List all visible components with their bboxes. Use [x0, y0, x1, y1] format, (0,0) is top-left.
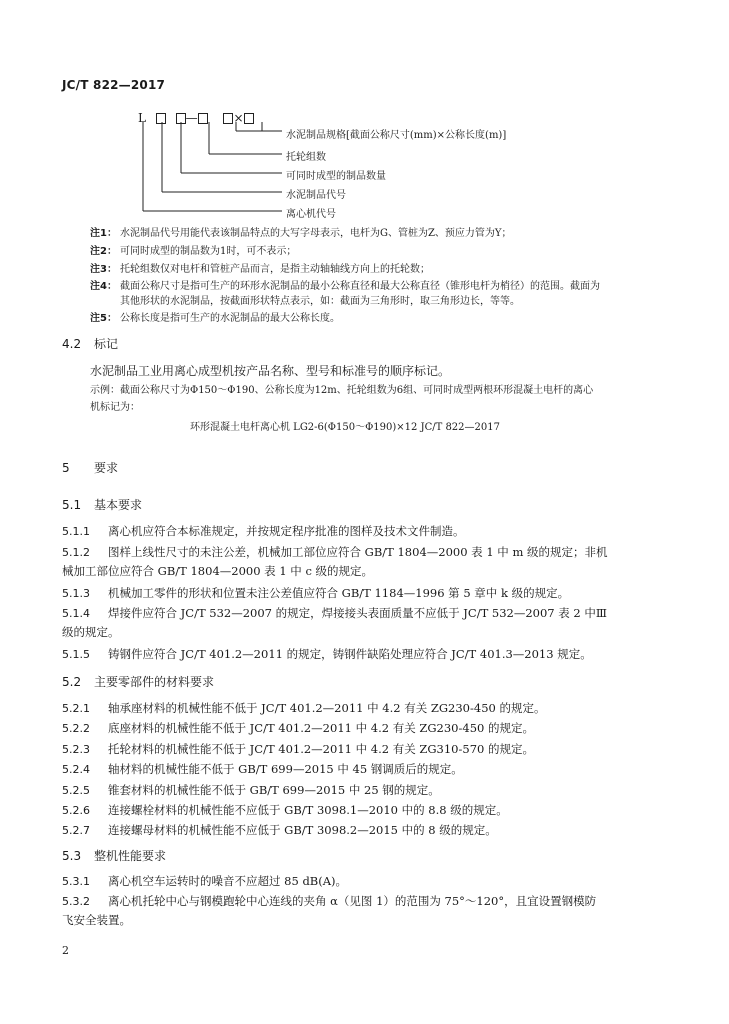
note-5: 注5： 公称长度是指可生产的水泥制品的最大公称长度。 [90, 313, 340, 324]
example-line-2: 机标记为： [90, 402, 140, 413]
item-5-1-5: 5.1.5 铸钢件应符合 JC/T 401.2—2011 的规定，铸钢件缺陷处理应符合 JC/T 401.3—2013 规定。 [62, 647, 592, 661]
example-mark: 环形混凝土电杆离心机 LG2-6(Φ150～Φ190)×12 JC/T 822—2017 [190, 422, 500, 433]
code-times: × [233, 111, 244, 125]
label-product-count: 可同时成型的制品数量 [286, 171, 386, 182]
item-5-1-1: 5.1.1 离心机应符合本标准规定，并按规定程序批准的图样及技术文件制造。 [62, 524, 465, 538]
section-5-3-heading: 5.3 整机性能要求 [62, 849, 167, 863]
code-part-machine: L [138, 111, 146, 125]
standard-id-header: JC/T 822—2017 [62, 78, 166, 92]
example-line-1: 示例：截面公称尺寸为Φ150～Φ190、公称长度为12m、托轮组数为6组、可同时成型两根环形混凝土电杆的离心 [90, 385, 594, 396]
item-5-1-3: 5.1.3 机械加工零件的形状和位置未注公差值应符合 GB/T 1184—1996 第 5 章中 k 级的规定。 [62, 586, 570, 600]
label-spec: 水泥制品规格[截面公称尺寸(mm)×公称长度(m)] [286, 130, 507, 141]
label-roller-groups: 托轮组数 [286, 152, 326, 163]
note-4: 注4： 截面公称尺寸是指可生产的环形水泥制品的最小公称直径和最大公称直径（锥形电杆为梢径）的范围。截面为 [90, 281, 600, 292]
item-5-1-2-continued: 械加工部位应符合 GB/T 1804—2000 表 1 中 c 级的规定。 [62, 564, 374, 578]
item-5-2-4: 5.2.4 轴材料的机械性能不低于 GB/T 699—2015 中 45 钢调质后的规定。 [62, 762, 463, 776]
section-5-heading: 5 要求 [62, 461, 119, 475]
label-machine-code: 离心机代号 [286, 209, 336, 220]
item-5-2-5: 5.2.5 锥套材料的机械性能不低于 GB/T 699—2015 中 25 钢的规定。 [62, 783, 440, 797]
note-4-continued: 其他形状的水泥制品，按截面形状特点表示，如：截面为三角形时，取三角形边长，等等。 [120, 296, 520, 307]
label-product-code: 水泥制品代号 [286, 190, 346, 201]
item-5-1-4: 5.1.4 焊接件应符合 JC/T 532—2007 的规定，焊接接头表面质量不应低于 JC/T 532—2007 表 2 中Ⅲ [62, 606, 607, 620]
item-5-2-6: 5.2.6 连接螺栓材料的机械性能不应低于 GB/T 3098.1—2010 中的 8.8 级的规定。 [62, 803, 508, 817]
page-number: 2 [62, 944, 69, 957]
note-3: 注3： 托轮组数仅对电杆和管桩产品而言，是指主动轴轴线方向上的托轮数； [90, 264, 430, 275]
item-5-1-2: 5.1.2 图样上线性尺寸的未注公差，机械加工部位应符合 GB/T 1804—2000 表 1 中 m 级的规定；非机 [62, 545, 608, 559]
item-5-2-3: 5.2.3 托轮材料的机械性能不低于 JC/T 401.2—2011 中 4.2 有关 ZG310-570 的规定。 [62, 742, 534, 756]
item-5-3-1: 5.3.1 离心机空车运转时的噪音不应超过 85 dB(A)。 [62, 874, 348, 888]
section-5-1-heading: 5.1 基本要求 [62, 498, 143, 512]
note-2: 注2： 可同时成型的制品数为1时，可不表示； [90, 246, 297, 257]
code-dash: — [185, 111, 198, 125]
item-5-2-1: 5.2.1 轴承座材料的机械性能不低于 JC/T 401.2—2011 中 4.2 有关 ZG230-450 的规定。 [62, 701, 546, 715]
item-5-3-2: 5.3.2 离心机托轮中心与钢模跑轮中心连线的夹角 α（见图 1）的范围为 75°～120°，且宜设置钢模防 [62, 894, 597, 908]
section-4-2-heading: 4.2 标记 [62, 337, 119, 351]
section-4-2-paragraph: 水泥制品工业用离心成型机按产品名称、型号和标准号的顺序标记。 [90, 364, 451, 378]
item-5-2-7: 5.2.7 连接螺母材料的机械性能不应低于 GB/T 3098.2—2015 中的 8 级的规定。 [62, 823, 497, 837]
item-5-1-4-continued: 级的规定。 [62, 625, 120, 639]
item-5-2-2: 5.2.2 底座材料的机械性能不低于 JC/T 401.2—2011 中 4.2 有关 ZG230-450 的规定。 [62, 721, 534, 735]
note-1: 注1： 水泥制品代号用能代表该制品特点的大写字母表示，电杆为G、管桩为Z、预应力管为Y； [90, 228, 512, 239]
section-5-2-heading: 5.2 主要零部件的材料要求 [62, 675, 215, 689]
item-5-3-2-continued: 飞安全装置。 [62, 913, 131, 927]
